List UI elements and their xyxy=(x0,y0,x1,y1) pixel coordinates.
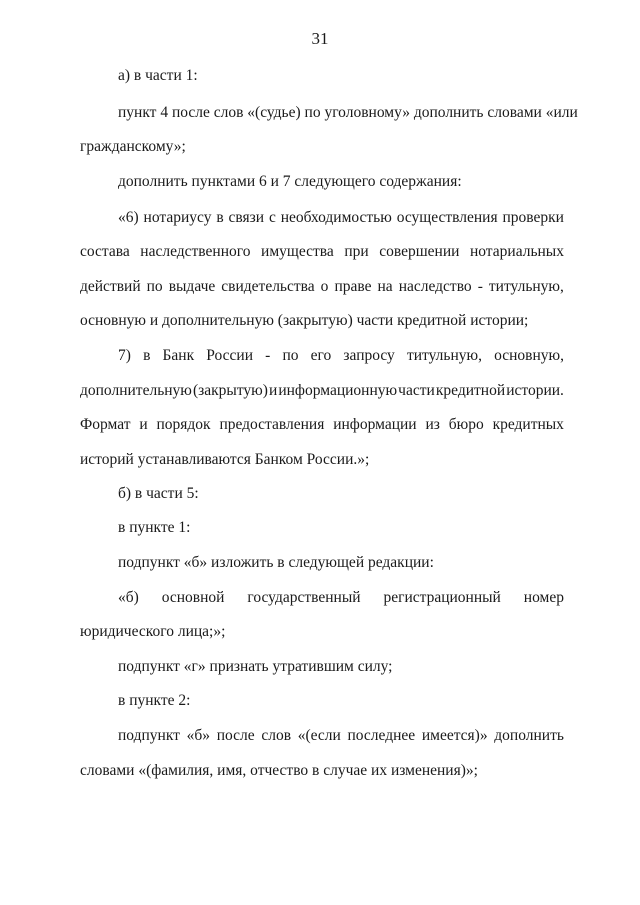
word: дополнительную xyxy=(80,382,192,399)
justified-line xyxy=(118,208,564,228)
paragraph-line: б) в части 5: xyxy=(118,485,199,502)
word: государственный xyxy=(247,589,361,606)
justified-line xyxy=(118,726,564,746)
word: номер xyxy=(523,589,564,606)
paragraph-line: историй устанавливаются Банком России.»; xyxy=(80,451,370,468)
page-number: 31 xyxy=(311,29,329,48)
word: порядок xyxy=(156,416,211,433)
justified-line xyxy=(80,277,564,297)
word: Формат xyxy=(80,416,131,433)
word: титульную, xyxy=(488,278,564,295)
justified-line xyxy=(80,242,564,262)
word: части xyxy=(398,382,435,399)
word: информации xyxy=(333,416,417,433)
word: 7) xyxy=(118,347,131,364)
paragraph-line: в пункте 1: xyxy=(118,519,191,536)
word: связи xyxy=(228,209,265,226)
justified-line xyxy=(80,381,564,401)
paragraph-line: словами «(фамилия, имя, отчество в случае их изменения)»; xyxy=(80,762,478,779)
word: в xyxy=(143,347,151,364)
justified-line xyxy=(118,346,564,366)
paragraph-line: в пункте 2: xyxy=(118,692,191,709)
word: совершении xyxy=(379,243,460,260)
word: его xyxy=(310,347,332,364)
word: регистрационный xyxy=(383,589,501,606)
word: подпункт xyxy=(118,727,180,744)
word: (закрытую) xyxy=(192,382,268,399)
word: состава xyxy=(80,243,130,260)
word: имеется)» xyxy=(421,727,488,744)
word: бюро xyxy=(448,416,484,433)
word: свидетельства xyxy=(221,278,315,295)
word: после xyxy=(216,727,255,744)
word: предоставления xyxy=(219,416,325,433)
word: запросу xyxy=(343,347,395,364)
word: по xyxy=(282,347,299,364)
paragraph-line: основную и дополнительную (закрытую) части кредитной истории; xyxy=(80,312,529,329)
word: основной xyxy=(161,589,225,606)
word: нотариальных xyxy=(469,243,564,260)
justified-line xyxy=(118,588,564,608)
word: дополнить xyxy=(494,727,564,744)
word: осуществления xyxy=(396,209,498,226)
word: Банк xyxy=(162,347,195,364)
word: имущества xyxy=(261,243,334,260)
word: праве xyxy=(334,278,372,295)
word: действий xyxy=(80,278,141,295)
word: при xyxy=(344,243,369,260)
word: «6) xyxy=(118,209,139,226)
word: - xyxy=(265,347,271,364)
word: нотариусу xyxy=(143,209,212,226)
word: слов xyxy=(261,727,292,744)
word: о xyxy=(320,278,329,295)
word: проверки xyxy=(502,209,564,226)
word: наследство xyxy=(398,278,472,295)
word: в xyxy=(216,209,224,226)
word: кредитных xyxy=(492,416,564,433)
word: по xyxy=(146,278,163,295)
word: «(если xyxy=(297,727,341,744)
word: России xyxy=(206,347,254,364)
word: и xyxy=(139,416,148,433)
word: - xyxy=(477,278,483,295)
word: наследственного xyxy=(140,243,251,260)
word: «б» xyxy=(186,727,211,744)
word: последнее xyxy=(347,727,416,744)
word: титульную, xyxy=(406,347,482,364)
word: из xyxy=(425,416,440,433)
word: информационную xyxy=(278,382,398,399)
word: кредитной xyxy=(435,382,506,399)
word: и xyxy=(268,382,278,399)
paragraph-line: юридического лица;»; xyxy=(80,623,226,640)
paragraph-line: пункт 4 после слов «(судье) по уголовному» дополнить словами «или xyxy=(118,104,578,121)
paragraph-line: подпункт «г» признать утратившим силу; xyxy=(118,658,393,675)
word: истории. xyxy=(506,382,564,399)
paragraph-line: а) в части 1: xyxy=(118,67,198,84)
word: выдаче xyxy=(168,278,216,295)
paragraph-line: подпункт «б» изложить в следующей редакции: xyxy=(118,554,434,571)
paragraph-line: дополнить пунктами 6 и 7 следующего содержания: xyxy=(118,173,462,190)
paragraph-line: гражданскому»; xyxy=(80,138,186,155)
word: на xyxy=(377,278,393,295)
word: «б) xyxy=(118,589,139,606)
word: основную, xyxy=(494,347,564,364)
justified-line xyxy=(80,415,564,435)
word: необходимостью xyxy=(280,209,392,226)
word: с xyxy=(268,209,276,226)
